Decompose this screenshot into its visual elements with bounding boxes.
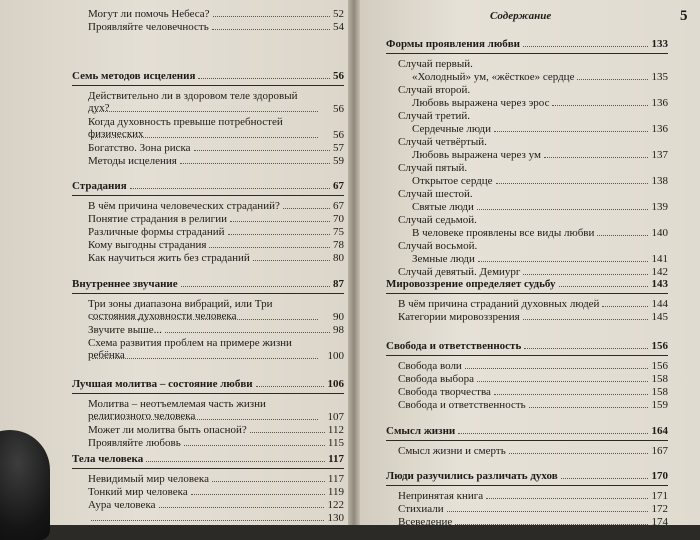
leader-dots bbox=[552, 105, 648, 106]
leader-dots bbox=[91, 520, 324, 521]
toc-entry-page: 70 bbox=[333, 213, 344, 225]
toc-entry-text: В человеке проявлены все виды любви bbox=[412, 227, 595, 239]
leader-dots bbox=[529, 407, 648, 408]
toc-heading-page: 133 bbox=[651, 38, 668, 50]
toc-heading-page: 156 bbox=[651, 340, 668, 352]
toc-entry[interactable] bbox=[386, 386, 668, 399]
toc-entry-text: Случай пятый. bbox=[398, 162, 468, 174]
heading-rule bbox=[386, 293, 668, 294]
leader-dots bbox=[478, 261, 648, 262]
toc-entry[interactable] bbox=[72, 155, 344, 168]
toc-entry-text: Случай восьмой. bbox=[398, 240, 478, 252]
toc-entry[interactable] bbox=[72, 142, 344, 155]
toc-heading-text: Лучшая молитва – состояние любви bbox=[72, 378, 253, 390]
toc-entry[interactable] bbox=[386, 503, 668, 516]
leader-dots bbox=[523, 274, 648, 275]
toc-entry-page: 56 bbox=[333, 103, 344, 115]
toc-entry[interactable] bbox=[72, 324, 344, 337]
leader-dots bbox=[523, 319, 648, 320]
toc-entry-text: Случай третий. bbox=[398, 110, 471, 122]
toc-heading-text: Семь методов исцеления bbox=[72, 70, 196, 82]
toc-entry-text: Понятие страдания в религии bbox=[88, 213, 227, 225]
toc-entry[interactable] bbox=[386, 360, 668, 373]
toc-entry-page: 138 bbox=[651, 175, 668, 187]
toc-entry-text: Сердечные люди bbox=[412, 123, 491, 135]
toc-entry[interactable] bbox=[72, 213, 344, 226]
leader-dots bbox=[146, 461, 325, 462]
toc-entry-text: Кому выгодны страдания bbox=[88, 239, 207, 251]
toc-heading-page: 170 bbox=[651, 470, 668, 482]
toc-heading-text: Внутреннее звучание bbox=[72, 278, 178, 290]
toc-entry-page: 135 bbox=[651, 71, 668, 83]
toc-entry[interactable] bbox=[386, 162, 668, 175]
toc-heading[interactable] bbox=[386, 38, 668, 51]
leader-dots bbox=[92, 111, 318, 112]
toc-heading[interactable] bbox=[72, 180, 344, 193]
toc-heading-text: Мировоззрение определяет судьбу bbox=[386, 278, 556, 290]
toc-heading[interactable] bbox=[72, 70, 344, 83]
toc-heading[interactable] bbox=[386, 340, 668, 353]
toc-entry-page: 117 bbox=[327, 473, 344, 485]
toc-entry[interactable] bbox=[72, 398, 344, 424]
toc-entry[interactable] bbox=[72, 298, 344, 324]
toc-heading-text: Тела человека bbox=[72, 453, 144, 465]
leader-dots bbox=[250, 432, 325, 433]
toc-entry-text: Свобода воли bbox=[398, 360, 462, 372]
leader-dots bbox=[477, 209, 648, 210]
toc-entry-page: 98 bbox=[333, 324, 344, 336]
toc-entry-page: 54 bbox=[333, 21, 344, 33]
toc-heading-page: 56 bbox=[333, 70, 344, 82]
toc-entry-text: В чём причина человеческих страданий? bbox=[88, 200, 280, 212]
leader-dots bbox=[509, 453, 648, 454]
toc-entry[interactable] bbox=[72, 337, 344, 363]
leader-dots bbox=[283, 208, 330, 209]
toc-entry-text: Категории мировоззрения bbox=[398, 311, 520, 323]
toc-section bbox=[386, 38, 668, 279]
toc-entry-page: 112 bbox=[327, 424, 344, 436]
leader-dots bbox=[602, 306, 648, 307]
toc-entry[interactable] bbox=[386, 97, 668, 110]
toc-entry-page: 171 bbox=[651, 490, 668, 502]
toc-entry[interactable] bbox=[386, 136, 668, 149]
toc-entry-page: 145 bbox=[651, 311, 668, 323]
toc-entry-text: Методы исцеления bbox=[88, 155, 177, 167]
toc-entry[interactable] bbox=[72, 424, 344, 437]
toc-entry-page: 75 bbox=[333, 226, 344, 238]
toc-entry-text: Невидимый мир человека bbox=[88, 473, 209, 485]
toc-entry-page: 57 bbox=[333, 142, 344, 154]
toc-heading[interactable] bbox=[386, 470, 668, 483]
toc-entry-text: Свобода творчества bbox=[398, 386, 491, 398]
toc-heading-text: Формы проявления любви bbox=[386, 38, 521, 50]
toc-entry-text: Тонкий мир человека bbox=[88, 486, 188, 498]
toc-entry[interactable] bbox=[386, 71, 668, 84]
toc-entry[interactable] bbox=[72, 499, 344, 512]
toc-entry-page: 167 bbox=[651, 445, 668, 457]
toc-section bbox=[386, 425, 668, 458]
toc-entry[interactable] bbox=[386, 253, 668, 266]
leader-dots bbox=[256, 386, 324, 387]
toc-entry[interactable] bbox=[72, 116, 344, 142]
toc-entry[interactable] bbox=[386, 201, 668, 214]
toc-entry-text: Всеведение bbox=[398, 516, 453, 528]
page-number: 5 bbox=[680, 8, 688, 24]
toc-entry-page: 100 bbox=[327, 350, 344, 362]
heading-rule bbox=[72, 195, 344, 196]
toc-entry[interactable] bbox=[72, 226, 344, 239]
toc-entry-text: Святые люди bbox=[412, 201, 474, 213]
toc-entry[interactable] bbox=[72, 8, 344, 21]
toc-heading[interactable] bbox=[72, 278, 344, 291]
toc-entry-page: 136 bbox=[651, 97, 668, 109]
toc-entry[interactable] bbox=[386, 373, 668, 386]
toc-section bbox=[72, 378, 344, 450]
toc-entry-page: 119 bbox=[327, 486, 344, 498]
toc-entry[interactable] bbox=[386, 84, 668, 97]
heading-rule bbox=[386, 440, 668, 441]
leader-dots bbox=[253, 260, 330, 261]
leader-dots bbox=[194, 150, 330, 151]
toc-entry-page: 141 bbox=[651, 253, 668, 265]
heading-rule bbox=[72, 468, 344, 469]
leader-dots bbox=[181, 286, 330, 287]
toc-entry[interactable] bbox=[386, 298, 668, 311]
leader-dots bbox=[477, 381, 648, 382]
leader-dots bbox=[209, 247, 330, 248]
toc-entry[interactable] bbox=[72, 90, 344, 116]
leader-dots bbox=[494, 394, 648, 395]
toc-section bbox=[72, 70, 344, 168]
toc-heading-page: 117 bbox=[328, 453, 344, 465]
toc-entry-page: 156 bbox=[651, 360, 668, 372]
toc-entry-text: Земные люди bbox=[412, 253, 475, 265]
toc-entry[interactable] bbox=[72, 200, 344, 213]
toc-entry-page: 158 bbox=[651, 386, 668, 398]
toc-entry-text: Могут ли помочь Небеса? bbox=[88, 8, 210, 20]
leader-dots bbox=[213, 16, 330, 17]
toc-entry[interactable] bbox=[72, 473, 344, 486]
toc-entry-text: Молитва – неотъемлемая часть жизни религиозного человека bbox=[88, 398, 266, 422]
toc-entry[interactable] bbox=[386, 175, 668, 188]
toc-entry-text: Случай шестой. bbox=[398, 188, 473, 200]
toc-entry-text: Случай первый. bbox=[398, 58, 473, 70]
toc-entry-page: 140 bbox=[651, 227, 668, 239]
toc-entry-text: Свобода и ответственность bbox=[398, 399, 526, 411]
toc-entry-text: «Холодный» ум, «жёсткое» сердце bbox=[412, 71, 575, 83]
toc-entry[interactable] bbox=[386, 227, 668, 240]
toc-entry-text: Любовь выражена через эрос bbox=[412, 97, 550, 109]
toc-entry-text: Может ли молитва быть опасной? bbox=[88, 424, 247, 436]
leader-dots bbox=[458, 433, 648, 434]
leader-dots bbox=[184, 445, 325, 446]
toc-entry-text: Аура человека bbox=[88, 499, 156, 511]
toc-entry-text: Свобода выбора bbox=[398, 373, 475, 385]
toc-heading[interactable] bbox=[72, 378, 344, 391]
toc-entry-text: Непринятая книга bbox=[398, 490, 484, 502]
toc-entry[interactable] bbox=[386, 240, 668, 253]
heading-rule bbox=[72, 293, 344, 294]
toc-heading-page: 143 bbox=[651, 278, 668, 290]
heading-rule bbox=[386, 485, 668, 486]
computer-mouse bbox=[0, 430, 50, 540]
running-header-title: Содержание bbox=[490, 10, 552, 22]
toc-entry-page: 137 bbox=[651, 149, 668, 161]
leader-dots bbox=[523, 46, 648, 47]
toc-heading-text: Свобода и ответственность bbox=[386, 340, 522, 352]
leader-dots bbox=[191, 494, 325, 495]
toc-entry-page: 78 bbox=[333, 239, 344, 251]
heading-rule bbox=[72, 85, 344, 86]
toc-heading[interactable] bbox=[72, 453, 344, 466]
toc-section bbox=[72, 453, 344, 525]
toc-heading-text: Страдания bbox=[72, 180, 127, 192]
toc-entry-page: 139 bbox=[651, 201, 668, 213]
toc-entry-text: Открытое сердце bbox=[412, 175, 493, 187]
toc-entry-page: 122 bbox=[327, 499, 344, 511]
toc-entry-page: 80 bbox=[333, 252, 344, 264]
leader-dots bbox=[559, 286, 648, 287]
heading-rule bbox=[72, 393, 344, 394]
toc-section bbox=[72, 180, 344, 265]
toc-entry-page: 136 bbox=[651, 123, 668, 135]
toc-entry-text: Случай четвёртый. bbox=[398, 136, 487, 148]
toc-entry-text: Когда духовность превыше потребностей физических bbox=[88, 116, 283, 140]
book-gutter bbox=[348, 0, 360, 525]
toc-entry-page: 144 bbox=[651, 298, 668, 310]
toc-section bbox=[72, 278, 344, 363]
leader-dots bbox=[494, 131, 648, 132]
toc-entry-text: Проявляйте любовь bbox=[88, 437, 181, 449]
toc-heading-page: 106 bbox=[327, 378, 344, 390]
toc-heading[interactable] bbox=[386, 425, 668, 438]
toc-entry[interactable] bbox=[72, 512, 344, 525]
leader-dots bbox=[92, 137, 318, 138]
leader-dots bbox=[228, 234, 330, 235]
toc-entry[interactable] bbox=[386, 490, 668, 503]
toc-entry-text: Звучите выше... bbox=[88, 324, 162, 336]
leader-dots bbox=[180, 163, 330, 164]
leader-dots bbox=[212, 481, 325, 482]
toc-entry[interactable] bbox=[386, 516, 668, 529]
leader-dots bbox=[465, 368, 648, 369]
toc-entry-text: Различные формы страданий bbox=[88, 226, 225, 238]
toc-entry-page: 174 bbox=[651, 516, 668, 528]
leader-dots bbox=[212, 29, 330, 30]
toc-entry-page: 67 bbox=[333, 200, 344, 212]
leader-dots bbox=[524, 348, 648, 349]
toc-entry-text: Стихиали bbox=[398, 503, 444, 515]
toc-entry[interactable] bbox=[386, 311, 668, 324]
toc-heading-page: 164 bbox=[651, 425, 668, 437]
leader-dots bbox=[92, 319, 318, 320]
toc-section bbox=[386, 470, 668, 529]
toc-entry[interactable] bbox=[386, 58, 668, 71]
toc-section bbox=[386, 340, 668, 412]
toc-entry[interactable] bbox=[386, 188, 668, 201]
toc-heading-text: Люди разучились различать духов bbox=[386, 470, 558, 482]
toc-heading[interactable] bbox=[386, 278, 668, 291]
toc-entry-text: В чём причина страданий духовных людей bbox=[398, 298, 600, 310]
leader-dots bbox=[447, 511, 648, 512]
toc-entry-text: Любовь выражена через ум bbox=[412, 149, 541, 161]
toc-section bbox=[72, 8, 344, 34]
toc-entry-text: Случай седьмой. bbox=[398, 214, 477, 226]
toc-entry[interactable] bbox=[72, 252, 344, 265]
toc-entry-page: 107 bbox=[327, 411, 344, 423]
toc-entry[interactable] bbox=[386, 110, 668, 123]
toc-entry[interactable] bbox=[72, 21, 344, 34]
leader-dots bbox=[561, 478, 648, 479]
toc-entry-text: Богатство. Зона риска bbox=[88, 142, 191, 154]
leader-dots bbox=[165, 332, 330, 333]
toc-entry-text: Три зоны диапазона вибраций, или Три состояния духовности человека bbox=[88, 298, 273, 322]
toc-entry-page: 59 bbox=[333, 155, 344, 167]
toc-entry-text: Смысл жизни и смерть bbox=[398, 445, 506, 457]
toc-heading-page: 67 bbox=[333, 180, 344, 192]
toc-entry-page: 159 bbox=[651, 399, 668, 411]
toc-entry-page: 90 bbox=[333, 311, 344, 323]
toc-entry-text: Схема развития проблем на примере жизни ребёнка bbox=[88, 337, 292, 361]
heading-rule bbox=[386, 355, 668, 356]
toc-entry-page: 158 bbox=[651, 373, 668, 385]
toc-entry-page: 142 bbox=[651, 266, 668, 278]
toc-entry[interactable] bbox=[386, 214, 668, 227]
leader-dots bbox=[577, 79, 648, 80]
toc-entry-text: Как научиться жить без страданий bbox=[88, 252, 250, 264]
heading-rule bbox=[386, 53, 668, 54]
toc-entry-text: Случай девятый. Демиург bbox=[398, 266, 521, 278]
leader-dots bbox=[597, 235, 648, 236]
toc-entry-page: 130 bbox=[327, 512, 344, 524]
leader-dots bbox=[130, 188, 330, 189]
leader-dots bbox=[230, 221, 330, 222]
toc-entry[interactable] bbox=[386, 123, 668, 136]
toc-entry[interactable] bbox=[386, 399, 668, 412]
toc-entry[interactable] bbox=[72, 437, 344, 450]
toc-entry-page: 115 bbox=[327, 437, 344, 449]
toc-entry-page: 172 bbox=[651, 503, 668, 515]
toc-entry-text: Проявляйте человечность bbox=[88, 21, 209, 33]
leader-dots bbox=[159, 507, 324, 508]
toc-entry-page: 56 bbox=[333, 129, 344, 141]
toc-heading-text: Смысл жизни bbox=[386, 425, 456, 437]
toc-entry[interactable] bbox=[72, 486, 344, 499]
toc-entry-page: 52 bbox=[333, 8, 344, 20]
leader-dots bbox=[92, 419, 318, 420]
leader-dots bbox=[544, 157, 648, 158]
toc-entry[interactable] bbox=[386, 149, 668, 162]
leader-dots bbox=[486, 498, 648, 499]
toc-heading-page: 87 bbox=[333, 278, 344, 290]
toc-entry[interactable] bbox=[72, 239, 344, 252]
toc-entry-text: Случай второй. bbox=[398, 84, 471, 96]
toc-entry[interactable] bbox=[386, 445, 668, 458]
toc-section bbox=[386, 278, 668, 324]
leader-dots bbox=[198, 78, 330, 79]
leader-dots bbox=[92, 358, 318, 359]
leader-dots bbox=[496, 183, 648, 184]
toc-entry-text: Действительно ли в здоровом теле здоровый дух? bbox=[88, 90, 298, 114]
